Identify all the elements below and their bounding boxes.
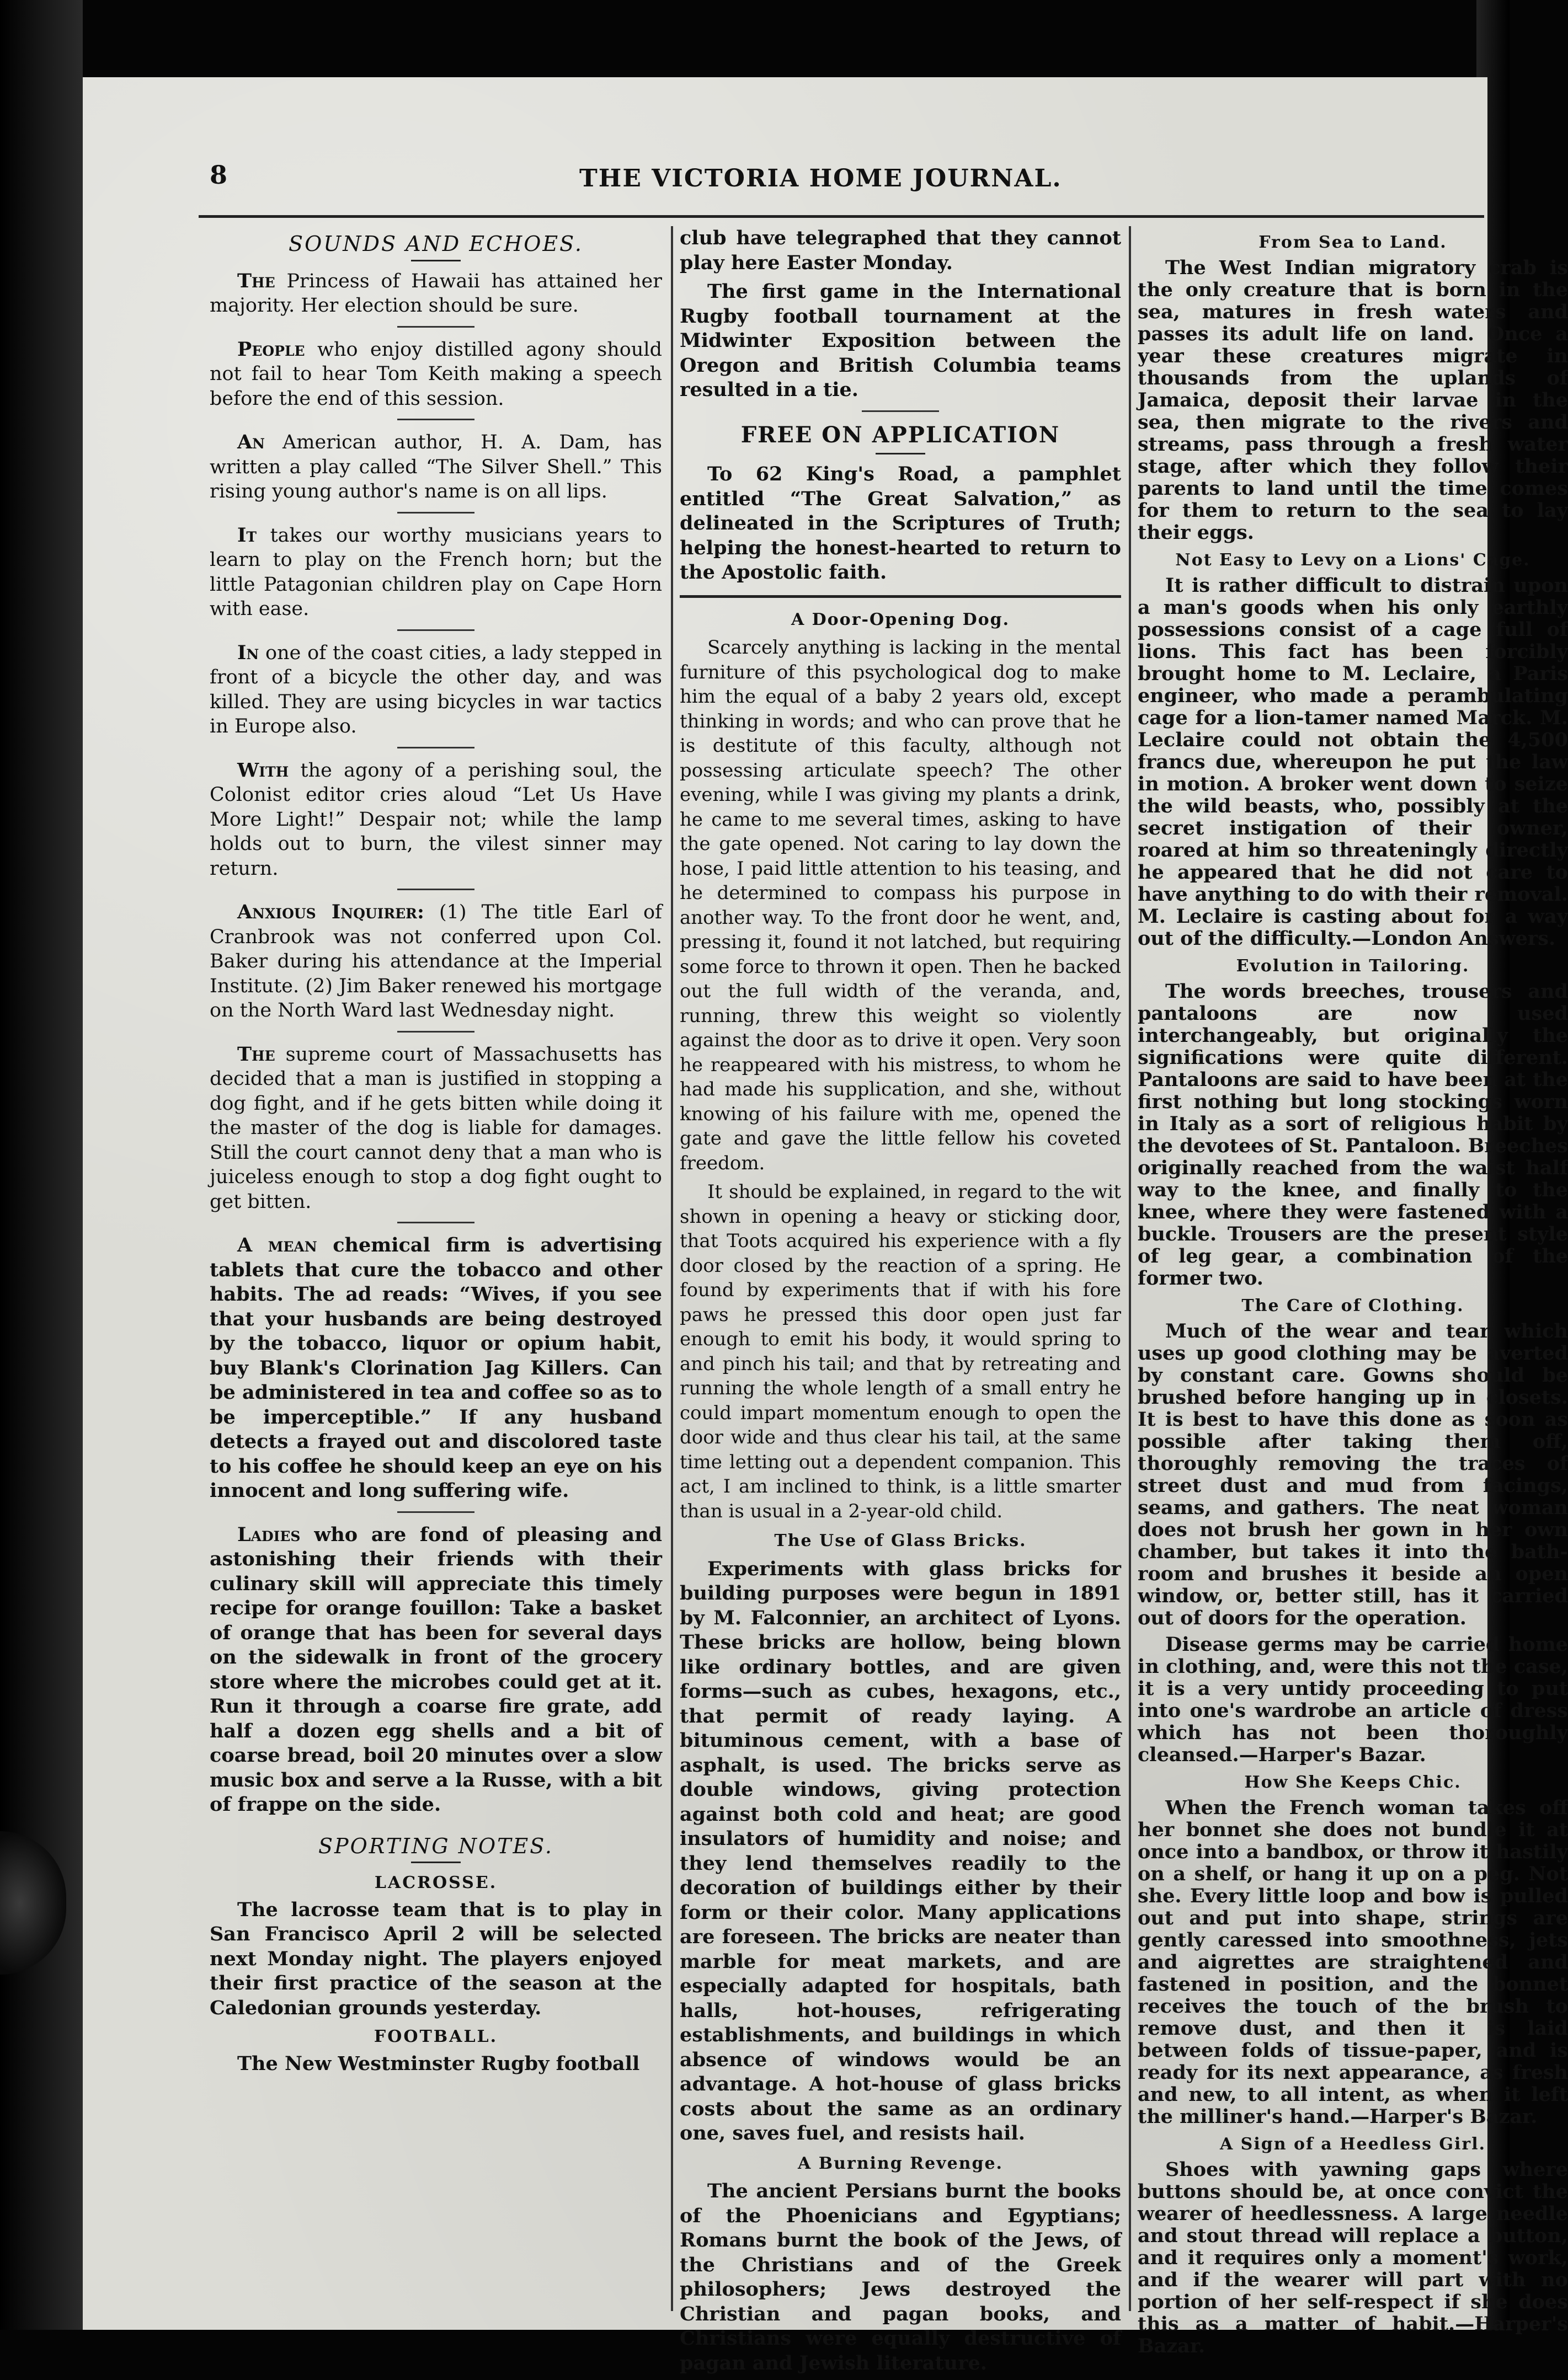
title-rule (411, 260, 461, 261)
article-paragraph: Disease germs may be carried home in clothing, and, were this not the case, it is a very untidy proceeding to put into one's wardrobe an article of dress which has not been thoroughly cleansed.—Harper's Bazar. (1138, 1633, 1568, 1766)
column-rule (1129, 226, 1131, 2311)
free-application-text: To 62 King's Road, a pamphlet entitled “The Great Salvation,” as delineated in the Scriptures of Truth; helping the honest-hearted to return to the Apostolic faith. (680, 463, 1121, 584)
section-divider (680, 595, 1121, 598)
title-rule (876, 453, 925, 454)
scan-border-left (0, 0, 83, 2330)
lacrosse-heading: LACROSSE. (374, 1873, 498, 1892)
news-item: With the agony of a perishing soul, the Colonist editor cries aloud “Let Us Have More Light!” Despair not; while the lamp holds out to burn, the vilest sinner may return. (210, 758, 662, 880)
column-right (1138, 226, 1568, 2362)
article-title: How She Keeps Chic. (1244, 1773, 1462, 1792)
article-paragraph: It should be explained, in regard to the wit shown in opening a heavy or sticking door, that Toots acquired his experience with a fly door closed by the reaction of a spring. He found by experiments that if with his fore paws he pressed this door open just far enough to emit his body, it would spring to and pinch his tail; and that by retreating and running the whole length of a small entry he could impart momentum enough to open the door wide and thus clear his tail, at the same time letting out a dependent companion. This act, I am inclined to think, is a little smarter than is usual in a 2-year-old child. (680, 1181, 1121, 1522)
news-item: An American author, H. A. Dam, has written a play called “The Silver Shell.” This rising young author's name is on all lips. (210, 431, 662, 502)
rugby-item: The first game in the International Rugby football tournament at the Midwinter Exposition between the Oregon and British Columbia teams resulted in a tie. (680, 280, 1121, 401)
item-separator (397, 326, 474, 328)
article-title: From Sea to Land. (1258, 233, 1447, 252)
item-separator (397, 629, 474, 631)
item-separator (862, 410, 939, 412)
news-item: Ladies who are fond of pleasing and astonishing their friends with their culinary skill will appreciate this timely recipe for orange fouillon: Take a basket of orange that has been for several days on the sidewalk in front of the grocery store where the microbes could get at it. Run it through a coarse fire grate, add half a dozen egg shells and a bit of coarse bread, boil 20 minutes over a slow music box and serve a la Russe, with a bit of frappe on the side. (210, 1523, 662, 1816)
article-title: The Use of Glass Bricks. (774, 1531, 1027, 1550)
section-title: SOUNDS AND ECHOES. (289, 232, 583, 256)
news-item: The supreme court of Massachusetts has decided that a man is justified in stopping a dog fight, and if he gets bitten while doing it the master of the dog is liable for damages. Still the court cannot deny that a man who is juiceless enough to stop a dog fight ought to get bitten. (210, 1042, 662, 1213)
news-item: It takes our worthy musicians years to learn to play on the French horn; but the little Patagonian children play on Cape Horn with ease. (210, 523, 662, 620)
article-paragraph: The West Indian migratory crab is the only creature that is born in the sea, matures in fresh waters and passes its adult life on land. Once a year these creatures migrate in thousands from the uplands of Jamaica, deposit their larvae in the sea, then migrate to the rivers and streams, pass through a fresh water stage, after which they follow their parents to land until the time comes for them to return to the sea to lay their eggs. (1138, 256, 1568, 544)
article-paragraph: Much of the wear and tear which uses up good clothing may be averted by constant care. Gowns should be brushed before hanging up in closets. It is best to have this done as soon as possible after taking them off, thoroughly removing the traces of street dust and mud from facings, seams, and gathers. The neat woman does not brush her gown in her own chamber, but takes it into the bath-room and brushes it beside an open window, or, better still, has it carried out of doors for the operation. (1138, 1320, 1568, 1629)
sporting-title: SPORTING NOTES. (318, 1833, 553, 1858)
article-title: The Care of Clothing. (1241, 1296, 1464, 1315)
item-separator (397, 1511, 474, 1513)
title-rule (411, 1862, 461, 1863)
item-separator (397, 419, 474, 420)
column-left (210, 226, 662, 2081)
article-title: Evolution in Tailoring. (1236, 956, 1470, 976)
news-item: In one of the coast cities, a lady stepped in front of a bicycle the other day, and was killed. They are using bicycles in war tactics in Europe also. (210, 641, 662, 737)
football-heading: FOOTBALL. (374, 2027, 498, 2046)
lacrosse-text: The lacrosse team that is to play in San Francisco April 2 will be selected next Monday night. The players enjoyed their first practice of the season at the Caledonian grounds yesterday. (210, 1898, 662, 2019)
article-paragraph: Scarcely anything is lacking in the mental furniture of this psychological dog to make him the equal of a baby 2 years old, except thinking in words; and who can prove that he is destitute of this faculty, although not possessing articulate speech? The other evening, while I was giving my plants a drink, he came to me several times, asking to have the gate opened. Not caring to lay down the hose, I paid little attention to his teasing, and he determined to compass his purpose in another way. To the front door he went, and, pressing it, found it not latched, but requiring some force to thrown it open. Then he backed out the full width of the veranda, and, running, threw this weight so violently against the door as to drive it open. Very soon he reappeared with his mistress, to whom he had made his supplication, and she, without knowing of his failure with me, opened the gate and gave the little fellow his coveted freedom. (680, 637, 1121, 1174)
item-separator (397, 1031, 474, 1033)
article-paragraph: Shoes with yawning gaps where buttons should be, at once convict the wearer of heedlessness. A large needle and stout thread will replace a button, and it requires only a moment's work, and if the wearer will part with no portion of her self-respect if she does this as a matter of habit.—Harper's Bazar. (1138, 2158, 1568, 2357)
page-header (83, 160, 1487, 210)
article-paragraph: When the French woman takes off her bonnet she does not bundle it at once into a bandbox, or throw it hastily on a shelf, or hang it up on a peg. Not she. Every little loop and bow is pulled out and put into shape, strings are gently caressed into smoothness, jets and aigrettes are straightened and fastened in position, and the bonnet receives the touch of the brush to remove dust, and then it is laid between folds of tissue-paper, and is ready for its next appearance, as fresh and new, to all intent, as when it left the milliner's hand.—Harper's Bazar. (1138, 1796, 1568, 2128)
article-paragraph: The ancient Persians burnt the books of the Phoenicians and Egyptians; Romans burnt the book of the Jews, of the Christians and of the Greek philosophers; Jews destroyed the Christian and pagan books, and Christians were equally destructive of pagan and Jewish literature. (680, 2180, 1121, 2374)
page-number: 8 (210, 160, 228, 190)
article-title: Not Easy to Levy on a Lions' Cage. (1175, 550, 1530, 570)
newspaper-page (83, 77, 1568, 2374)
article-paragraph: The words breeches, trousers and pantaloons are now used interchangeably, but originally the significations were quite different. Pantaloons are said to have been at the first nothing but long stockings worn in Italy as a sort of religious habit by the devotees of St. Pantaloon. Breeches originally reached from the waist half way to the knee, and finally to the knee, where they were fastened with a buckle. Trousers are the present style of leg gear, a combination of the former two. (1138, 980, 1568, 1290)
column-rule (671, 226, 673, 2311)
article-title: A Burning Revenge. (798, 2153, 1003, 2173)
item-separator (397, 747, 474, 748)
news-item: A mean chemical firm is advertising tablets that cure the tobacco and other habits. The ad reads: “Wives, if you see that your husbands are being destroyed by the tobacco, liquor or opium habit, buy Blank's Clorination Jag Killers. Can be administered in tea and coffee so as to be imperceptible.” If any husband detects a frayed out and discolored taste to his coffee he should keep an eye on his innocent and long suffering wife. (210, 1234, 662, 1502)
item-separator (397, 1222, 474, 1223)
continued-text: club have telegraphed that they cannot play here Easter Monday. (680, 227, 1121, 274)
news-item: Anxious Inquirer: (1) The title Earl of Cranbrook was not conferred upon Col. Baker during his attendance at the Imperial Institute. (2) Jim Baker renewed his mortgage on the North Ward last Wednesday night. (210, 901, 662, 1021)
item-separator (397, 889, 474, 890)
article-title: A Door-Opening Dog. (791, 609, 1010, 629)
article-paragraph: Experiments with glass bricks for building purposes were begun in 1891 by M. Falconnier, an architect of Lyons. These bricks are hollow, being blown like ordinary bottles, and are given forms—such as cubes, hexagons, etc., that permit of ready laying. A bituminous cement, with a base of asphalt, is used. The bricks serve as double windows, giving protection against both cold and heat; are good insulators of humidity and noise; and they lend themselves readily to the decoration of buildings either by their form or their color. Many applications are foreseen. The bricks are neater than marble for meat markets, and are especially adapted for hospitals, bath halls, hot-houses, refrigerating establishments, and buildings in which absence of windows would be an advantage. A hot-house of glass bricks costs about the same as an ordinary one, saves fuel, and resists hail. (680, 1557, 1121, 2144)
masthead: THE VICTORIA HOME JOURNAL. (579, 164, 1062, 192)
column-middle (680, 226, 1121, 2380)
news-item: The Princess of Hawaii has attained her majority. Her election should be sure. (210, 269, 662, 317)
football-text: The New Westminster Rugby football (237, 2052, 640, 2075)
free-application-title: FREE ON APPLICATION (740, 421, 1060, 448)
item-separator (397, 512, 474, 514)
article-title: A Sign of a Heedless Girl. (1219, 2135, 1486, 2154)
header-rule (199, 215, 1484, 218)
news-item: People who enjoy distilled agony should not fail to hear Tom Keith making a speech before the end of this session. (210, 338, 662, 410)
article-paragraph: It is rather difficult to distrain upon a man's goods when his only earthly possessions consist of a cage full of lions. This fact has been forcibly brought home to M. Leclaire, a Paris engineer, who made a perambulating cage for a lion-tamer named Marck. M. Leclaire could not obtain the 4,500 francs due, whereupon he put the law in motion. A broker went down to seize the wild beasts, who, possibly at the secret instigation of their owner, roared at him so threateningly directly he appeared that he did not care to have anything to do with their removal. M. Leclaire is casting about for a way out of the difficulty.—London Answers. (1138, 574, 1568, 950)
